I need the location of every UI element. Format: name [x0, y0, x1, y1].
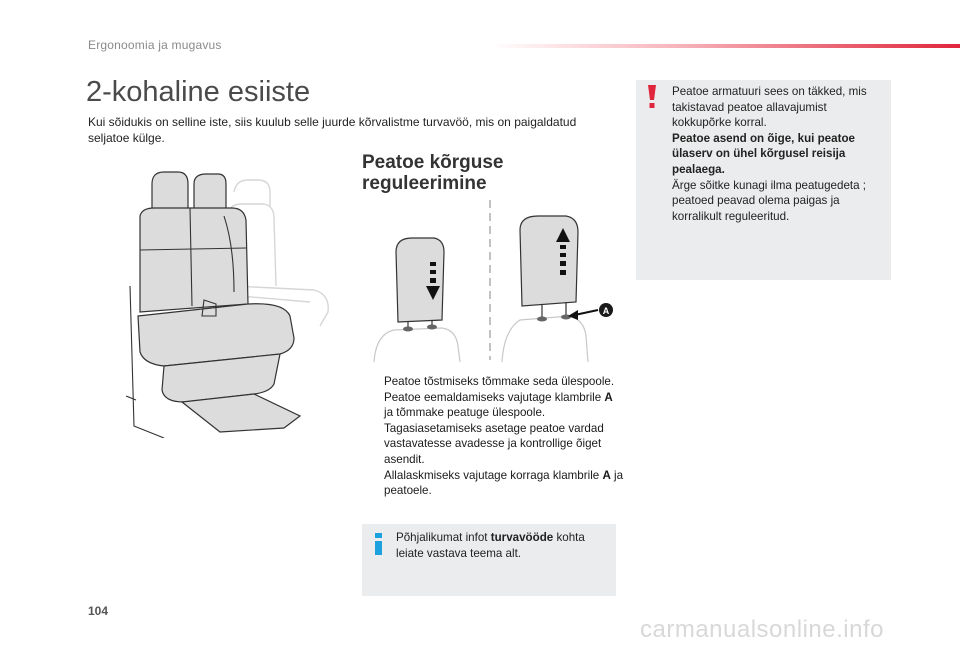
bench-seat-illustration: [124, 166, 344, 438]
intro-paragraph: Kui sõidukis on selline iste, siis kuulub selle juurde kõrvalistme turvavöö, mis on paigaldatud seljatoe külge.: [88, 115, 577, 145]
instructions-list: [362, 374, 624, 499]
section-title-line2: reguleerimine: [362, 173, 487, 194]
clip-label-a: A: [602, 306, 610, 316]
header-accent-bar: [490, 44, 960, 48]
list-item: Allalaskmiseks vajutage korraga klambrile A ja peatoele.: [384, 468, 624, 498]
warning-note-text: Peatoe armatuuri sees on täkked, mis takistavad peatoe allavajumist kokkupõrke korral. Peatoe asend on õige, kui peatoe ülaserv on ühel kõrgusel reisija pealaega. Ärge sõitke kunagi ilma peatugedeta ; peatoed peavad olema paigas ja korralikult reguleeritud.: [672, 85, 867, 223]
section-title: [362, 152, 602, 194]
info-note-text: Põhjalikumat infot turvavööde kohta leiate vastava teema alt.: [396, 531, 585, 560]
exclamation-icon: [646, 85, 658, 109]
page-number: 104: [88, 604, 109, 618]
list-item: Peatoe tõstmiseks tõmmake seda ülespoole.: [384, 375, 615, 388]
header-section-title: Ergonoomia ja mugavus: [88, 38, 222, 52]
section-title-line1: Peatoe kõrguse: [362, 152, 504, 173]
list-item: Peatoe eemaldamiseks vajutage klambrile A ja tõmmake peatuge ülespoole.: [384, 390, 613, 420]
watermark-text: carmanualsonline.info: [640, 616, 884, 643]
page-title: 2-kohaline esiiste: [86, 76, 311, 108]
headrest-adjustment-illustration: [370, 196, 620, 362]
list-item: Tagasiasetamiseks asetage peatoe vardad vastavatesse avadesse ja kontrollige õiget asendit.: [384, 421, 604, 466]
info-icon: [372, 533, 386, 555]
